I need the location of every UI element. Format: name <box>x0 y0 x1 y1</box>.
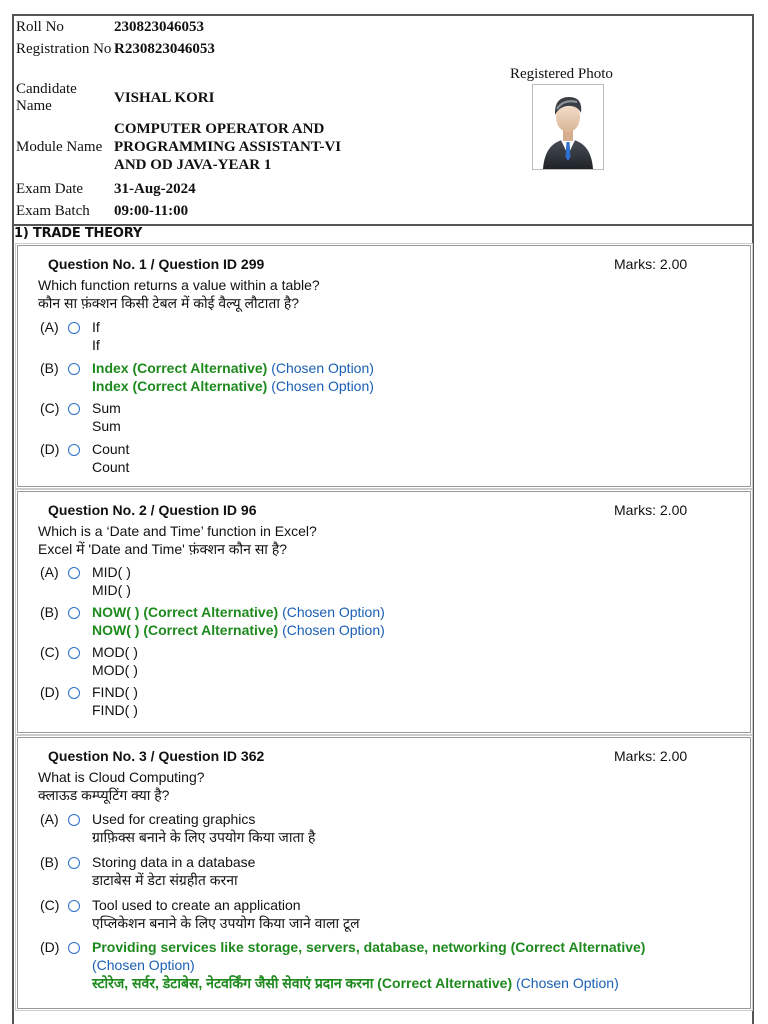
option-a[interactable] <box>40 563 702 599</box>
question-heading: Question No. 2 / Question ID 96 <box>48 502 257 518</box>
option-d[interactable] <box>40 683 702 719</box>
option-letter: (B) <box>40 854 59 870</box>
chosen-option-tag: (Chosen Option) <box>516 975 619 991</box>
option-c[interactable] <box>40 896 702 932</box>
option-text-hi: Index (Correct Alternative) <box>92 378 268 394</box>
option-text-en: Sum <box>92 400 121 416</box>
question-text-en: Which function returns a value within a table? <box>38 277 320 293</box>
radio-icon[interactable] <box>68 322 80 334</box>
radio-icon[interactable] <box>68 900 80 912</box>
option-d[interactable] <box>40 938 702 992</box>
option-text-en: Index (Correct Alternative) <box>92 360 268 376</box>
option-a[interactable] <box>40 810 702 846</box>
option-text-hi: Sum <box>92 418 121 434</box>
question-heading: Question No. 1 / Question ID 299 <box>48 256 265 272</box>
option-letter: (D) <box>40 441 60 457</box>
question-marks: Marks: 2.00 <box>614 256 688 272</box>
question-heading: Question No. 3 / Question ID 362 <box>48 748 265 764</box>
exam-batch-label: Exam Batch <box>16 202 90 219</box>
option-text <box>92 643 702 679</box>
option-text <box>92 896 702 932</box>
chosen-option-tag: (Chosen Option) <box>271 378 374 394</box>
radio-icon[interactable] <box>68 814 80 826</box>
question-text-en: Which is a ‘Date and Time’ function in Excel? <box>38 523 317 539</box>
response-sheet <box>12 14 754 1024</box>
option-text-hi: NOW( ) (Correct Alternative) <box>92 622 279 638</box>
option-a[interactable] <box>40 318 702 354</box>
exam-date-value: 31-Aug-2024 <box>114 181 196 197</box>
exam-date-label: Exam Date <box>16 180 84 197</box>
option-letter: (D) <box>40 939 60 955</box>
option-text-hi: Count <box>92 459 130 475</box>
radio-icon[interactable] <box>68 687 80 699</box>
exam-batch-row <box>16 202 188 220</box>
candidate-name-row <box>16 81 214 115</box>
option-c[interactable] <box>40 643 702 679</box>
radio-icon[interactable] <box>68 567 80 579</box>
option-text <box>92 810 702 846</box>
candidate-info <box>14 16 752 226</box>
option-text <box>92 359 702 395</box>
option-text <box>92 318 702 354</box>
option-letter: (A) <box>40 319 59 335</box>
option-text-hi: If <box>92 337 100 353</box>
option-text-hi: MOD( ) <box>92 662 138 678</box>
roll-no-label: Roll No <box>16 18 64 35</box>
user-avatar-icon <box>533 85 603 169</box>
option-text-en: FIND( ) <box>92 684 138 700</box>
registered-photo <box>532 84 604 170</box>
exam-batch-value: 09:00-11:00 <box>114 203 189 219</box>
question-marks: Marks: 2.00 <box>614 502 688 518</box>
radio-icon[interactable] <box>68 444 80 456</box>
registration-label: Registration No <box>16 40 112 57</box>
chosen-option-tag: (Chosen Option) <box>282 622 385 638</box>
option-text-hi: MID( ) <box>92 582 131 598</box>
roll-no-value: 230823046053 <box>114 19 204 35</box>
option-text-hi: डाटाबेस में डेटा संग्रहीत करना <box>92 872 238 888</box>
registration-value: R230823046053 <box>114 41 215 57</box>
option-letter: (D) <box>40 684 60 700</box>
option-text-hi: स्टोरेज, सर्वर, डेटाबेस, नेटवर्किंग जैसी सेवाएं प्रदान करना (Correct Alternative) <box>92 975 513 991</box>
radio-icon[interactable] <box>68 647 80 659</box>
question-text <box>38 768 205 804</box>
question-card-2 <box>17 491 751 733</box>
question-text-en: What is Cloud Computing? <box>38 769 205 785</box>
candidate-name-value: VISHAL KORI <box>114 90 215 106</box>
question-marks: Marks: 2.00 <box>614 748 688 764</box>
question-text-hi: कौन सा फ़ंक्शन किसी टेबल में कोई वैल्यू लौटाता है? <box>38 295 300 311</box>
option-letter: (B) <box>40 604 59 620</box>
option-letter: (C) <box>40 644 60 660</box>
candidate-name-label: Candidate Name <box>16 81 77 114</box>
option-text-hi: ग्राफ़िक्स बनाने के लिए उपयोग किया जाता है <box>92 829 316 845</box>
question-text-hi: Excel में 'Date and Time' फ़ंक्शन कौन सा है? <box>38 541 288 557</box>
question-text-hi: क्लाऊड कम्प्यूटिंग क्या है? <box>38 787 170 803</box>
option-text-hi: एप्लिकेशन बनाने के लिए उपयोग किया जाने वाला टूल <box>92 915 360 931</box>
option-text-en: Providing services like storage, servers, database, networking (Correct Alternative) <box>92 939 646 955</box>
option-text-en: If <box>92 319 100 335</box>
module-label: Module Name <box>16 138 103 155</box>
option-letter: (C) <box>40 400 60 416</box>
chosen-option-tag: (Chosen Option) <box>271 360 374 376</box>
radio-icon[interactable] <box>68 363 80 375</box>
module-row <box>16 120 364 174</box>
option-b[interactable] <box>40 359 702 395</box>
option-text-en: NOW( ) (Correct Alternative) <box>92 604 279 620</box>
radio-icon[interactable] <box>68 942 80 954</box>
module-value: COMPUTER OPERATOR AND PROGRAMMING ASSISTANT-VI AND OD JAVA-YEAR 1 <box>114 121 342 173</box>
option-text-hi: FIND( ) <box>92 702 138 718</box>
radio-icon[interactable] <box>68 403 80 415</box>
option-text <box>92 603 702 639</box>
option-letter: (C) <box>40 897 60 913</box>
option-text <box>92 683 702 719</box>
option-text-en: Count <box>92 441 130 457</box>
radio-icon[interactable] <box>68 857 80 869</box>
option-text <box>92 440 702 476</box>
question-card-1 <box>17 245 751 487</box>
option-text <box>92 938 702 992</box>
option-text-en: Storing data in a database <box>92 854 256 870</box>
option-c[interactable] <box>40 399 702 435</box>
option-text-en: Used for creating graphics <box>92 811 256 827</box>
option-text <box>92 563 702 599</box>
option-letter: (A) <box>40 811 59 827</box>
section-title: 1) TRADE THEORY <box>14 226 143 241</box>
option-d[interactable] <box>40 440 702 476</box>
option-b[interactable] <box>40 853 702 889</box>
roll-no-row <box>16 18 204 36</box>
question-card-3 <box>17 737 751 1009</box>
option-b[interactable] <box>40 603 702 639</box>
option-text-en: MOD( ) <box>92 644 138 660</box>
option-text-en: Tool used to create an application <box>92 897 301 913</box>
photo-label: Registered Photo <box>510 66 613 82</box>
radio-icon[interactable] <box>68 607 80 619</box>
option-text-en: MID( ) <box>92 564 131 580</box>
option-text <box>92 399 702 435</box>
option-letter: (A) <box>40 564 59 580</box>
option-text <box>92 853 702 889</box>
chosen-option-tag: (Chosen Option) <box>282 604 385 620</box>
question-text <box>38 522 317 558</box>
registration-row <box>16 40 215 58</box>
option-letter: (B) <box>40 360 59 376</box>
chosen-option-tag: (Chosen Option) <box>92 957 195 973</box>
question-text <box>38 276 320 312</box>
exam-date-row <box>16 180 196 198</box>
